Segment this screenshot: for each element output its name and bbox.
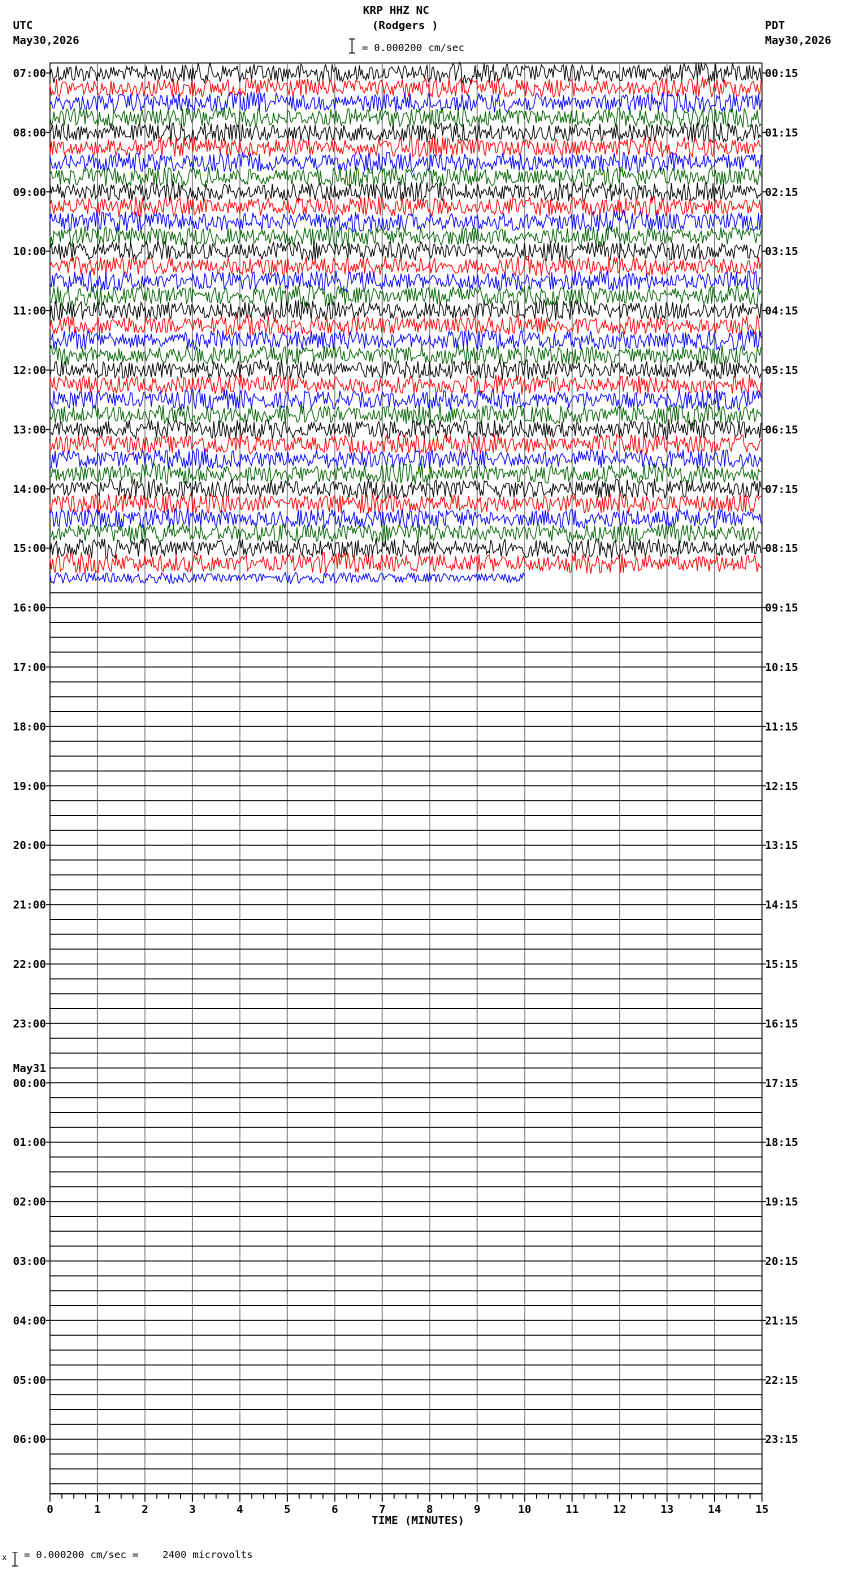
site-name: (Rodgers )	[372, 19, 439, 32]
utc-hour-label: 16:00	[13, 601, 47, 615]
x-tick-label: 13	[660, 1502, 674, 1516]
pdt-hour-label: 03:15	[765, 245, 799, 259]
x-tick-label: 5	[284, 1502, 291, 1516]
utc-hour-label: 06:00	[13, 1433, 47, 1447]
pdt-hour-label: 13:15	[765, 839, 799, 853]
x-tick-label: 2	[141, 1502, 149, 1516]
utc-hour-label: 22:00	[13, 958, 47, 971]
svg-text:x: x	[2, 1553, 7, 1562]
x-tick-label: 9	[473, 1502, 481, 1516]
x-axis-label: TIME (MINUTES)	[371, 1513, 465, 1527]
seismic-trace	[50, 494, 761, 514]
pdt-hour-label: 05:15	[765, 364, 799, 377]
station-title: KRP HHZ NC	[363, 4, 430, 17]
x-tick-label: 10	[518, 1502, 532, 1516]
utc-hour-label: 18:00	[13, 720, 47, 734]
x-tick-label: 4	[236, 1502, 244, 1516]
utc-hour-label: 04:00	[13, 1314, 47, 1328]
seismic-trace	[50, 508, 761, 528]
pdt-date: May30,2026	[765, 34, 832, 47]
x-tick-label: 6	[331, 1502, 339, 1516]
pdt-hour-label: 21:15	[765, 1314, 799, 1328]
x-tick-label: 14	[707, 1502, 722, 1516]
utc-hour-label: 11:00	[13, 304, 47, 318]
pdt-hour-label: 09:15	[765, 601, 799, 615]
pdt-hour-label: 20:15	[765, 1255, 799, 1268]
pdt-hour-label: 12:15	[765, 779, 799, 793]
utc-date: May30,2026	[13, 34, 80, 47]
seismic-trace	[50, 374, 761, 395]
pdt-hour-label: 06:15	[765, 423, 799, 437]
pdt-hour-label: 14:15	[765, 898, 799, 912]
seismic-trace	[50, 419, 761, 439]
utc-hour-label: 10:00	[13, 245, 47, 259]
pdt-hour-label: 07:15	[765, 482, 799, 496]
seismic-trace	[50, 404, 761, 426]
pdt-hour-label: 11:15	[765, 720, 799, 734]
seismic-trace	[50, 256, 761, 276]
date-change-label: May31	[13, 1061, 47, 1075]
footer-scale-note: = 0.000200 cm/sec = 2400 microvolts	[24, 1550, 253, 1561]
x-tick-label: 8	[426, 1502, 434, 1516]
utc-hour-label: 21:00	[13, 898, 47, 912]
seismic-trace	[50, 152, 761, 172]
utc-hour-label: 14:00	[13, 482, 47, 496]
seismic-trace	[50, 479, 761, 500]
utc-hour-label: 09:00	[13, 185, 47, 199]
utc-hour-label: 15:00	[13, 542, 47, 556]
seismic-trace	[50, 62, 761, 83]
seismic-trace	[50, 552, 761, 573]
pdt-hour-label: 16:15	[765, 1017, 799, 1031]
utc-hour-label: 08:00	[13, 126, 47, 140]
x-tick-label: 1	[94, 1502, 101, 1516]
x-tick-label: 11	[565, 1502, 579, 1516]
utc-label: UTC	[13, 19, 33, 32]
seismic-trace	[50, 241, 761, 261]
seismic-trace	[50, 211, 761, 232]
utc-hour-label: 19:00	[13, 779, 47, 793]
x-tick-label: 0	[46, 1502, 54, 1516]
pdt-hour-label: 15:15	[765, 958, 799, 971]
seismic-trace	[50, 285, 761, 306]
utc-hour-label: 12:00	[13, 364, 47, 377]
seismic-trace	[50, 538, 761, 559]
pdt-hour-label: 19:15	[765, 1195, 799, 1209]
pdt-hour-label: 02:15	[765, 185, 799, 199]
seismic-trace	[50, 107, 761, 128]
scale-label: = 0.000200 cm/sec	[362, 43, 465, 54]
seismic-trace	[50, 271, 761, 292]
seismic-trace	[50, 122, 761, 143]
seismic-trace	[50, 300, 761, 322]
pdt-hour-label: 22:15	[765, 1373, 799, 1387]
x-tick-label: 7	[378, 1502, 386, 1516]
pdt-hour-label: 10:15	[765, 661, 799, 674]
utc-hour-label: 07:00	[13, 67, 47, 80]
utc-hour-label: 00:00	[13, 1076, 47, 1090]
utc-hour-label: 03:00	[13, 1255, 47, 1268]
pdt-hour-label: 00:15	[765, 67, 799, 80]
utc-hour-label: 05:00	[13, 1373, 47, 1387]
utc-hour-label: 23:00	[13, 1017, 47, 1031]
x-tick-label: 12	[612, 1502, 627, 1516]
x-tick-label: 15	[755, 1502, 769, 1516]
pdt-hour-label: 23:15	[765, 1433, 799, 1447]
seismic-trace	[50, 523, 761, 544]
seismic-trace	[50, 77, 761, 97]
pdt-hour-label: 08:15	[765, 542, 799, 556]
utc-hour-label: 01:00	[13, 1136, 47, 1150]
pdt-label: PDT	[765, 19, 785, 32]
pdt-hour-label: 18:15	[765, 1136, 799, 1150]
utc-hour-label: 17:00	[13, 661, 47, 674]
utc-hour-label: 13:00	[13, 423, 47, 437]
utc-hour-label: 20:00	[13, 839, 47, 853]
seismic-trace	[50, 226, 761, 247]
seismic-trace	[50, 92, 761, 112]
pdt-hour-label: 04:15	[765, 304, 799, 318]
x-tick-label: 3	[189, 1502, 196, 1516]
pdt-hour-label: 01:15	[765, 126, 799, 140]
seismic-trace	[50, 389, 761, 410]
seismic-trace	[50, 345, 761, 365]
pdt-hour-label: 17:15	[765, 1076, 799, 1090]
utc-hour-label: 02:00	[13, 1195, 47, 1209]
